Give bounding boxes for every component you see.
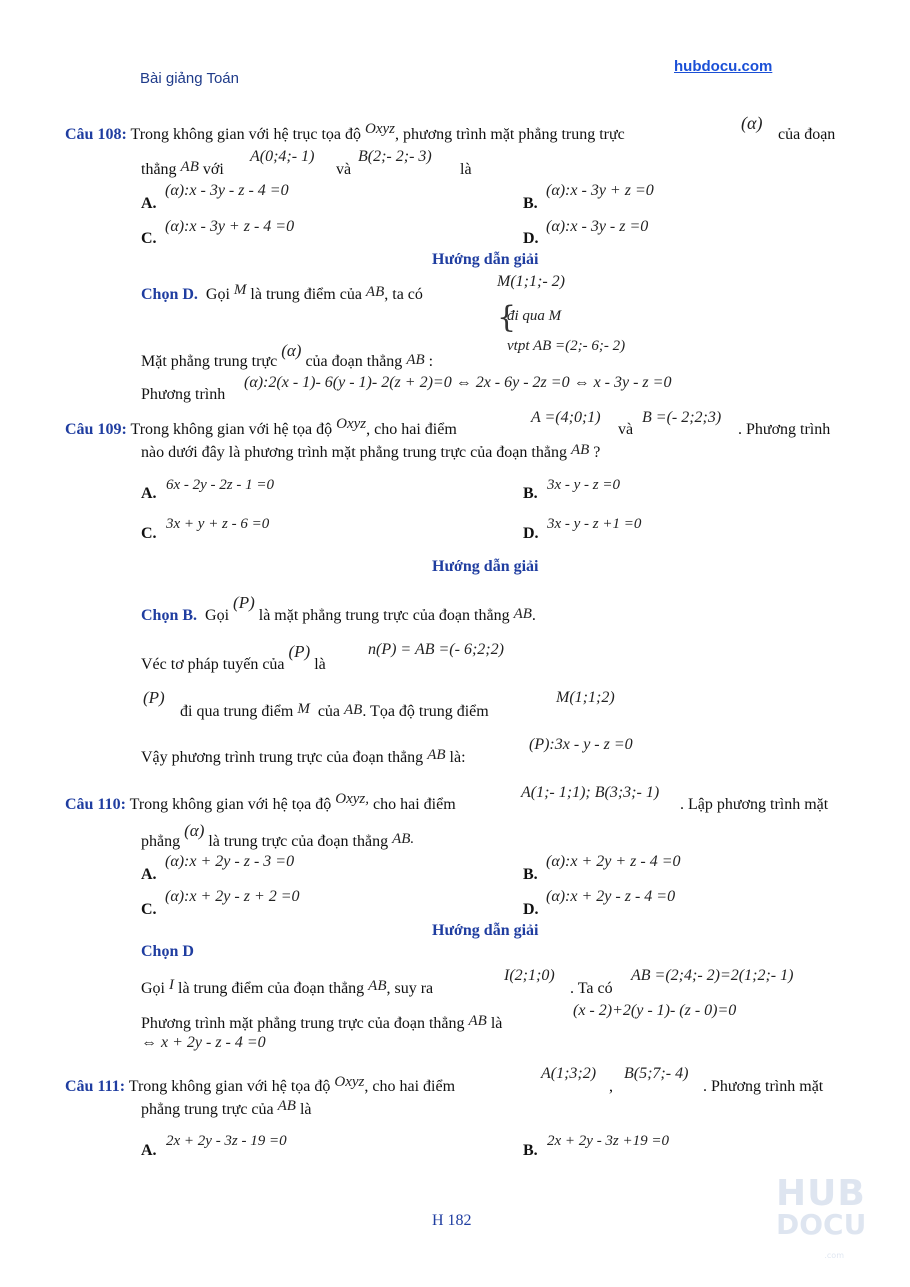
solution-text: . Tọa độ trung điểm [362, 703, 489, 720]
answer-choice: Chọn D. [141, 286, 198, 303]
math: M [297, 701, 310, 717]
question-text: cho hai điểm [373, 796, 456, 813]
math: n(P) = AB =(- 6;2;2) [368, 641, 504, 658]
question-text: và [336, 161, 352, 178]
math: M(1;1;2) [556, 689, 615, 706]
question-label: Câu 110: [65, 796, 126, 813]
math: M(1;1;- 2) [497, 273, 565, 290]
solution-heading: Hướng dẫn giải [432, 922, 539, 939]
math: AB [368, 978, 387, 994]
solution-text: Véc tơ pháp tuyến của [141, 656, 285, 673]
option-a-label: A. [141, 195, 157, 212]
option-d-label: D. [523, 901, 539, 918]
math: A =(4;0;1) [531, 409, 601, 426]
math: (x - 2)+2(y - 1)- (z - 0)=0 [573, 1002, 737, 1019]
question-text: với [202, 161, 224, 178]
logo-text-top: HUB [776, 1173, 866, 1214]
system-brace: { [497, 300, 517, 335]
answer-choice: Chọn D [141, 943, 194, 960]
question-text: , phương trình mặt phẳng trung trực [395, 126, 625, 143]
math: I(2;1;0) [504, 967, 555, 984]
option-c: (α):x + 2y - z + 2 =0 [165, 888, 300, 905]
math: (P) [143, 688, 165, 707]
solution-text: Gọi [205, 607, 230, 624]
option-c: 3x + y + z - 6 =0 [166, 516, 270, 532]
option-d-label: D. [523, 525, 539, 542]
math: AB [277, 1098, 296, 1114]
math: AB [513, 606, 532, 622]
option-b-label: B. [523, 1142, 538, 1159]
option-a-label: A. [141, 485, 157, 502]
solution-text: Gọi [141, 980, 165, 997]
math: (α) [184, 821, 205, 840]
math: Oxyz [336, 416, 367, 432]
solution-text: Vậy phương trình trung trực của đoạn thẳng [141, 749, 424, 766]
math: Oxyz, [335, 791, 370, 807]
question-label: Câu 108: [65, 126, 127, 143]
option-b: (α):x - 3y + z =0 [546, 182, 654, 199]
math: AB =(2;4;- 2)=2(1;2;- 1) [631, 967, 794, 984]
question-text: , cho hai điểm [364, 1078, 456, 1095]
option-c-label: C. [141, 230, 157, 247]
solution-text: Mặt phẳng trung trực [141, 353, 278, 370]
solution-text: Gọi [205, 286, 230, 303]
option-b-label: B. [523, 195, 538, 212]
solution-text: đi qua trung điểm [180, 703, 294, 720]
system-line: vtpt AB =(2;- 6;- 2) [507, 338, 626, 354]
option-c: (α):x - 3y + z - 4 =0 [165, 218, 295, 235]
math: Oxyz [365, 121, 396, 137]
math: Oxyz [334, 1074, 365, 1090]
question-text: và [618, 421, 634, 438]
option-d: 3x - y - z +1 =0 [547, 516, 642, 532]
option-c-label: C. [141, 525, 157, 542]
math: (α) [741, 113, 763, 133]
math: AB [180, 159, 199, 175]
solution-text: của [317, 703, 341, 720]
math: AB [365, 284, 385, 300]
option-b-label: B. [523, 485, 538, 502]
question-text: Trong không gian với hệ tọa độ [130, 421, 333, 438]
solution-text: của đoạn thẳng [305, 353, 403, 370]
math: AB [468, 1013, 487, 1029]
question-text: . Lập phương trình mặt [680, 796, 829, 813]
question-text: của đoạn [778, 126, 836, 143]
option-d: (α):x + 2y - z - 4 =0 [546, 888, 676, 905]
option-c-label: C. [141, 901, 157, 918]
math: AB. [392, 831, 415, 847]
option-a: 2x + 2y - 3z - 19 =0 [166, 1133, 287, 1149]
math: (α):2(x - 1)- 6(y - 1)- 2(z + 2)=0 ⇔ 2x - 6y - 2z =0 ⇔ x - 3y - z =0 [244, 374, 672, 391]
question-text: . Phương trình [738, 421, 831, 438]
solution-text: là: [449, 749, 466, 766]
solution-text: : [428, 353, 434, 370]
option-d: (α):x - 3y - z =0 [546, 218, 649, 235]
hubdocu-logo [776, 1173, 880, 1260]
solution-text: , ta có [384, 286, 423, 303]
question-text: phẳng [141, 833, 181, 850]
solution-heading: Hướng dẫn giải [432, 558, 539, 575]
math: I [169, 977, 174, 993]
system-line: đi qua M [507, 308, 562, 324]
question-text: là trung trực của đoạn thẳng [208, 833, 389, 850]
question-text: Trong không gian với hệ tọa độ [128, 1078, 331, 1095]
math: A(0;4;- 1) [250, 148, 315, 165]
question-text: là [299, 1101, 312, 1118]
option-a: (α):x - 3y - z - 4 =0 [165, 182, 289, 199]
math: ⇔ x + 2y - z - 4 =0 [141, 1034, 266, 1051]
question-text: Trong không gian với hệ trục tọa độ [130, 126, 362, 143]
math: M [233, 282, 247, 298]
option-d-label: D. [523, 230, 539, 247]
solution-text: Phương trình [141, 386, 226, 403]
math: B(2;- 2;- 3) [358, 148, 432, 165]
solution-text: là [314, 656, 326, 673]
math: (P):3x - y - z =0 [529, 736, 633, 753]
question-label: Câu 111: [65, 1078, 126, 1095]
question-text: thẳng [141, 161, 177, 178]
option-a-label: A. [141, 1142, 157, 1159]
question-text: Trong không gian với hệ tọa độ [129, 796, 332, 813]
math: AB [570, 442, 590, 458]
solution-text: . Ta có [570, 980, 613, 997]
option-b-label: B. [523, 866, 538, 883]
option-a-label: A. [141, 866, 157, 883]
solution-heading: Hướng dẫn giải [432, 251, 539, 268]
math: (P) [288, 642, 311, 661]
header-subject: Bài giảng Toán [140, 70, 239, 87]
question-text: . Phương trình mặt [703, 1078, 824, 1095]
logo-text-bottom: DOCU [776, 1208, 867, 1241]
math: B(5;7;- 4) [624, 1065, 689, 1082]
answer-choice: Chọn B. [141, 607, 198, 624]
question-text: phẳng trung trực của [141, 1101, 274, 1118]
option-b: 2x + 2y - 3z +19 =0 [547, 1133, 670, 1149]
math: B =(- 2;2;3) [642, 409, 722, 426]
solution-text: là trung điểm của [250, 286, 362, 303]
solution-text: , suy ra [386, 980, 434, 997]
option-a: (α):x + 2y - z - 3 =0 [165, 853, 295, 870]
math: A(1;3;2) [541, 1065, 597, 1082]
option-b: 3x - y - z =0 [547, 477, 621, 493]
math: AB [344, 702, 363, 718]
page-number: H 182 [432, 1212, 472, 1229]
solution-text: là mặt phẳng trung trực của đoạn thẳng [258, 607, 510, 624]
question-text: nào dưới đây là phương trình mặt phẳng trung trực của đoạn thẳng [141, 444, 567, 461]
math: A(1;- 1;1); B(3;3;- 1) [521, 784, 660, 801]
solution-text: là [490, 1015, 503, 1032]
solution-text: Phương trình mặt phẳng trung trực của đoạn thẳng [141, 1015, 465, 1032]
math: AB [406, 352, 425, 368]
question-text: là [460, 161, 472, 178]
header-site-link[interactable]: hubdocu.com [674, 58, 773, 75]
question-label: Câu 109: [65, 421, 127, 438]
math: (α) [281, 341, 302, 360]
option-a: 6x - 2y - 2z - 1 =0 [166, 477, 275, 493]
option-b: (α):x + 2y + z - 4 =0 [546, 853, 681, 870]
question-text: , [609, 1078, 613, 1095]
solution-text: là trung điểm của đoạn thẳng [178, 980, 365, 997]
math: (P) [233, 593, 255, 612]
logo-text-suffix: .com [824, 1251, 844, 1260]
question-text: , cho hai điểm [366, 421, 457, 438]
math: AB [427, 747, 446, 763]
question-text: ? [593, 444, 601, 461]
